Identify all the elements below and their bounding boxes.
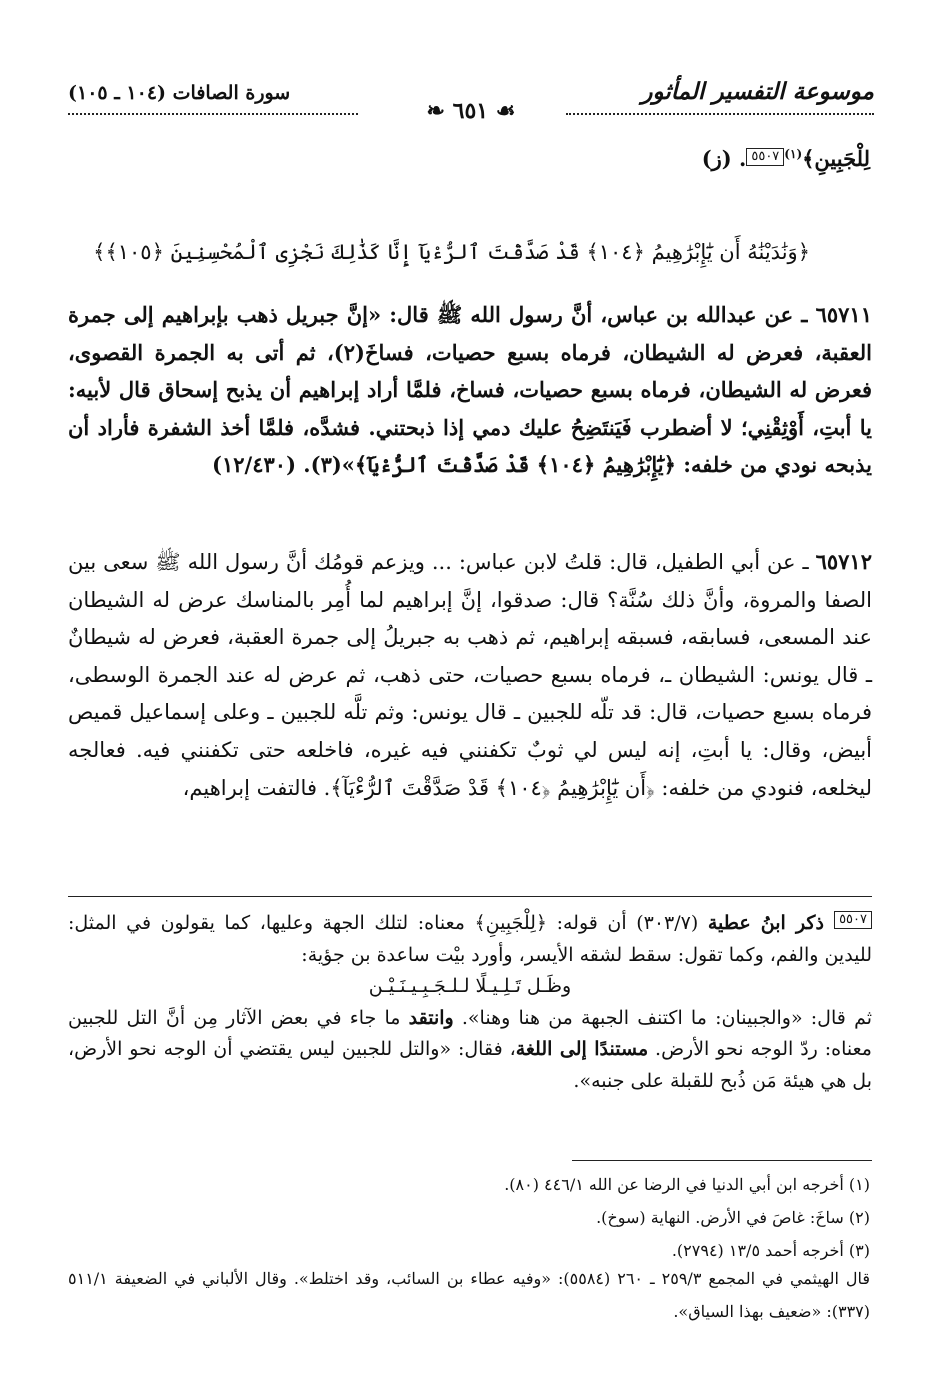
footnote-continuation: قال الهيثمي في المجمع ٢٥٩/٣ ـ ٢٦٠ (٥٥٨٤): «وفيه عطاء بن السائب، وقد اختلط». وقال الألباني في الضعيفة ٥١١/١ (٣٣٧): «ضعيف بهذا السياق». (68, 1269, 871, 1321)
hadith-text: ـ عن عبدالله بن عباس، أنَّ رسول الله ﷺ قال: «إنَّ جبريل ذهب بإبراهيم إلى جمرة العقبة، فعرض له الشيطان، فرماه بسبع حصيات، فساخَ(٢)، ثم أتى به الجمرة القصوى، فعرض له الشيطان، فرماه بسبع حصيات، فساخ، فلمَّا أراد إبراهيم أن يذبح إسحاق قال لأبيه: يا أبتِ، أَوْثِقْنِي؛ لا أضطرب فَيَنتَضِحُ عليك دمي إذا ذبحتني. فشدَّه، فلمَّا أخذ الشفرة فأراد أن يذبحه نودي من خلفه: ﴿يَٰٓإِبْرَٰهِيمُ ﴿١٠٤﴾ قَدْ صَدَّقْتَ ٱلرُّءْيَآ﴾»(٣). (١٢/٤٣٠) (68, 302, 872, 477)
commentary-text: ثم قال: «والجبينان: ما اكتنف الجبهة من هنا وهنا». (453, 1006, 872, 1029)
commentary-block (68, 908, 872, 1097)
header-rule-right (566, 113, 874, 115)
footnote: (٢) ساخَ: غاصَ في الأرض. النهاية (سوخ). (596, 1208, 870, 1227)
page-number-group (427, 98, 516, 124)
poetry-verse: وظَـل تَـلِـيـلًا لـلـجَـبِـيـنَـيْـن (368, 975, 572, 997)
hadith-paragraph (68, 543, 872, 807)
footnote: (٣) أخرجه أحمد ١٣/٥ (٢٧٩٤). (671, 1241, 870, 1260)
hadith-number: ٦٥٧١١ (815, 302, 872, 327)
header-rule-left (68, 113, 358, 115)
commentary-ref-box: ٥٥٠٧ (834, 911, 872, 929)
footnotes (68, 1168, 870, 1267)
surah-title: سورة الصافات (١٠٤ ـ ١٠٥) (68, 82, 291, 104)
footnote: (١) أخرجه ابن أبي الدنيا في الرضا عن الله ٤٤٦/١ (٨٠). (504, 1175, 870, 1194)
commentary-text: (٣٠٣/٧) أن قوله: ﴿لِلْجَبِينِ﴾ معناه: لتلك الجهة وعليها، كما يقولون في المثل: لليدين والفم، وكما تقول: سقط لشقه الأيسر، وأورد بيْت ساعدة بن جؤية: (68, 912, 872, 966)
page-header (68, 78, 874, 124)
hadith-text: ـ عن أبي الطفيل، قال: قلتُ لابن عباس: ... ويزعم قومُك أنَّ رسول الله ﷺ سعى بين الصفا والمروة، وأنَّ ذلك سُنَّة؟ قال: صدقوا، إنَّ إبراهيم لما أُمِر بالمناسك عرض له الشيطان عند المسعى، فسابقه، فسبقه إبراهيم، ثم ذهب به جبريلُ إلى جمرة العقبة، فعرض له شيطانٌ ـ قال يونس: الشيطان ـ، فرماه بسبع حصيات، حتى ذهب، ثم عرض له عند الجمرة الوسطى، فرماه بسبع حصيات، قال: قد تلّه للجبين ـ قال يونس: وثم تلَّه للجبين ـ وعلى إسماعيل قميص أبيض، وقال: يا أبتِ، إنه ليس لي ثوبٌ تكفنني فيه غيره، فاخلعه حتى تكفنني فيه. فعالجه ليخلعه، فنودي من خلفه: ﴿أَن يَٰٓإِبْرَٰهِيمُ ﴿١٠٤﴾ قَدْ صَدَّقْتَ ٱلرُّءْيَآ﴾. فالتفت إبراهيم، (68, 550, 872, 800)
commentary-text: ما جاء في بعض الآثار مِن أنَّ التل للجبين معناه: ردّ الوجه نحو الأرض. (68, 1006, 872, 1060)
hadith-number: ٦٥٧١٢ (815, 549, 872, 574)
hadith-paragraph (68, 296, 872, 484)
footnote-marker: (١) (784, 147, 803, 161)
footnote-separator (572, 1160, 872, 1161)
quran-verse: ﴿وَنَٰدَيْنَٰهُ أَن يَٰٓإِبْرَٰهِيمُ ﴿١٠٤﴾ قَدْ صَدَّقْتَ ٱلرُّءْيَآ إِنَّا كَذَٰلِكَ نَجْزِى ٱلْمُحْسِنِينَ ﴿١٠٥﴾﴾ (93, 240, 810, 264)
page-number: ٦٥١ (452, 98, 489, 124)
ornament-icon: ❧ (426, 98, 445, 124)
commentary-emphasis: مستندًا إلى اللغة (515, 1038, 649, 1060)
commentary-ref-box: ٥٥٠٧ (746, 148, 784, 166)
continuation-text: لِلْجَبِينِ﴾ (802, 146, 870, 171)
continuation-line (702, 146, 870, 171)
continuation-tail: . (ز) (701, 146, 747, 171)
commentary-separator (68, 896, 872, 897)
book-title: موسوعة التفسير المأثور (641, 78, 874, 105)
ornament-icon: ☙ (495, 98, 516, 124)
commentary-text: ، فقال: «والتل للجبين ليس يقتضي أن الوجه نحو الأرض، بل هي هيئة مَن ذُبح للقبلة على جنبه». (68, 1038, 872, 1092)
commentary-emphasis: وانتقد (408, 1006, 454, 1029)
commentary-author: ذكر ابنُ عطية (707, 912, 835, 934)
